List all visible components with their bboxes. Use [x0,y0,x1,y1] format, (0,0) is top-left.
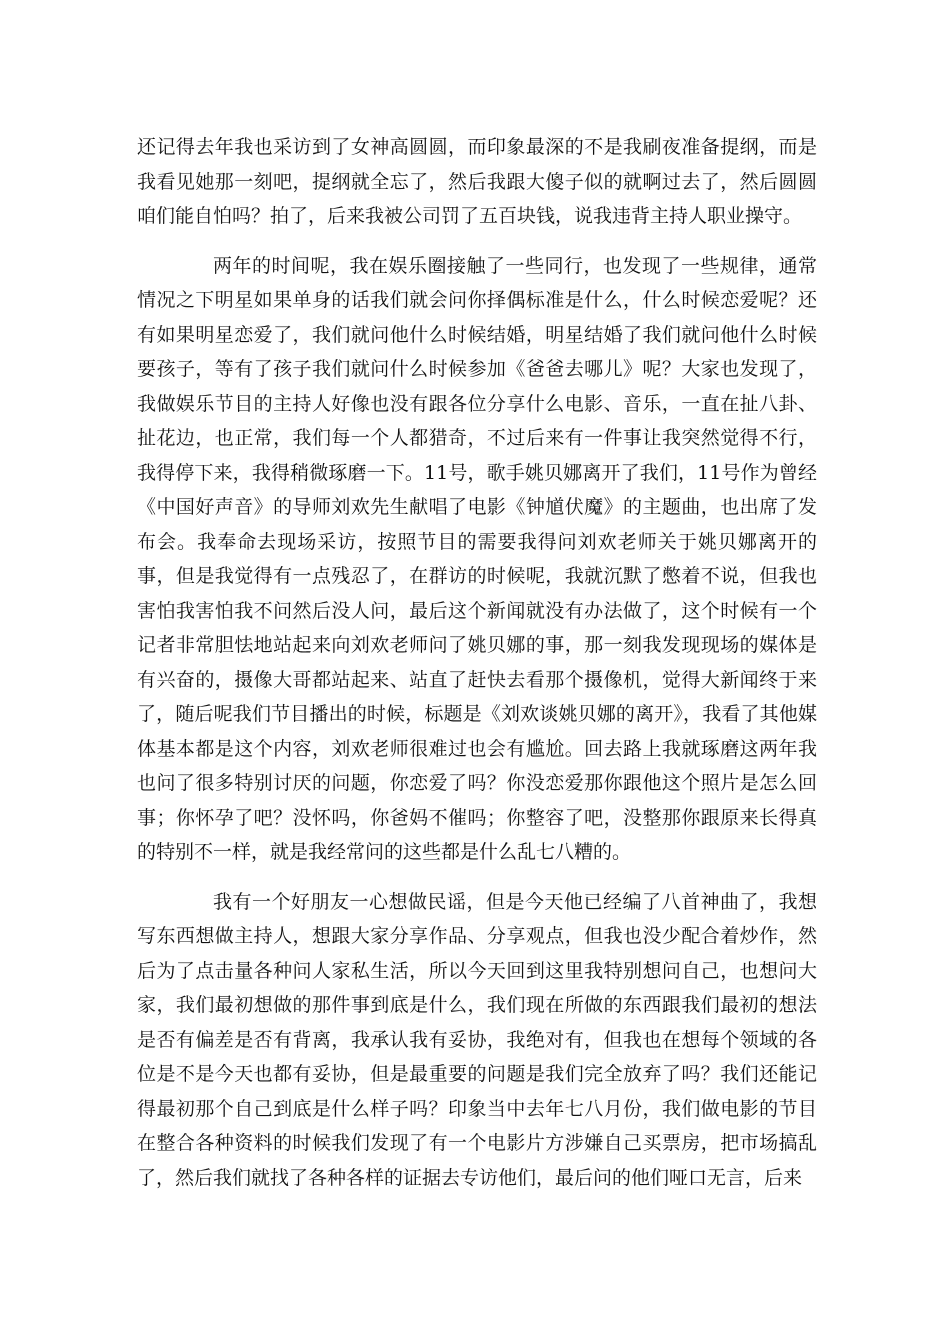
paragraph-3: 我有一个好朋友一心想做民谣，但是今天他已经编了八首神曲了，我想写东西想做主持人，想跟大家分享作品、分享观点，但我也没少配合着炒作，然后为了点击量各种问人家私生活，所以今天回到这里我特别想问自己，也想问大家，我们最初想做的那件事到底是什么，我们现在所做的东西跟我们最初的想法是否有偏差是否有背离，我承认我有妥协，我绝对有，但我也在想每个领域的各位是不是今天也都有妥协，但是最重要的问题是我们完全放弃了吗？我们还能记得最初那个自己到底是什么样子吗？印象当中去年七八月份，我们做电影的节目在整合各种资料的时候我们发现了有一个电影片方涉嫌自己买票房，把市场搞乱了，然后我们就找了各种各样的证据去专访他们，最后问的他们哑口无言，后来 [137,890,817,1189]
document-body [137,130,817,1195]
paragraph-1: 还记得去年我也采访到了女神高圆圆，而印象最深的不是我刷夜准备提纲，而是我看见她那一刻吧，提纲就全忘了，然后我跟大傻子似的就啊过去了，然后圆圆咱们能自怕吗？拍了，后来我被公司罚了五百块钱，说我违背主持人职业操守。 [137,136,817,227]
paragraph-2: 两年的时间呢，我在娱乐圈接触了一些同行，也发现了一些规律，通常情况之下明星如果单身的话我们就会问你择偶标准是什么，什么时候恋爱呢？还有如果明星恋爱了，我们就问他什么时候结婚，明星结婚了我们就问他什么时候要孩子，等有了孩子我们就问什么时候参加《爸爸去哪儿》呢？大家也发现了，我做娱乐节目的主持人好像也没有跟各位分享什么电影、音乐，一直在扯八卦、扯花边，也正常，我们每一个人都猎奇，不过后来有一件事让我突然觉得不行，我得停下来，我得稍微琢磨一下。11号，歌手姚贝娜离开了我们，11号作为曾经《中国好声音》的导师刘欢先生献唱了电影《钟馗伏魔》的主题曲，也出席了发布会。我奉命去现场采访，按照节目的需要我得问刘欢老师关于姚贝娜离开的事，但是我觉得有一点残忍了，在群访的时候呢，我就沉默了憋着不说，但我也害怕我害怕我不问然后没人问，最后这个新闻就没有办法做了，这个时候有一个记者非常胆怯地站起来向刘欢老师问了姚贝娜的事，那一刻我发现现场的媒体是有兴奋的，摄像大哥都站起来、站直了赶快去看那个摄像机，觉得大新闻终于来了，随后呢我们节目播出的时候，标题是《刘欢谈姚贝娜的离开》，我看了其他媒体基本都是这个内容，刘欢老师很难过也会有尴尬。回去路上我就琢磨这两年我也问了很多特别讨厌的问题，你恋爱了吗？你没恋爱那你跟他这个照片是怎么回事；你怀孕了吧？没怀吗，你爸妈不催吗；你整容了吧，没整那你跟原来长得真的特别不一样，就是我经常问的这些都是什么乱七八糟的。 [137,254,817,863]
